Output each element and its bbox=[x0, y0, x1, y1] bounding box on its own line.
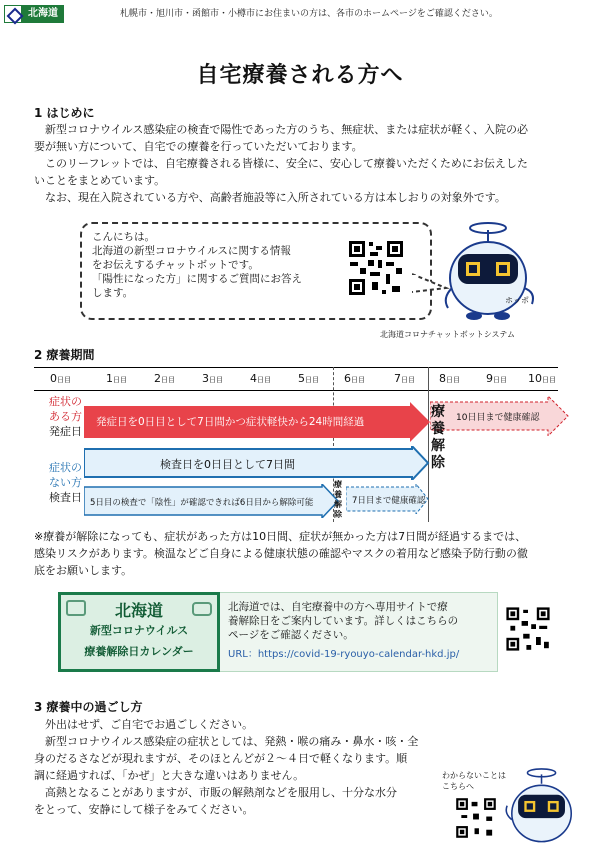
note-line1: ※療養が解除になっても、症状があった方は10日間、症状が無かった方は7日間が経過するまでは、 bbox=[34, 530, 527, 543]
end-label: 療養解除 bbox=[431, 404, 445, 471]
calendar-text-3: ページをご確認ください。 bbox=[228, 629, 354, 641]
logo-text: 北海道 bbox=[22, 5, 64, 23]
nosym-base: 検査日 bbox=[49, 491, 82, 504]
page-title: 自宅療養される方へ bbox=[196, 63, 404, 88]
note-line3: 底をお願いします。 bbox=[34, 564, 133, 577]
chatbot-line4: 「陽性になった方」に関するご質問にお答え bbox=[92, 273, 302, 285]
help-qr-code-icon[interactable] bbox=[454, 796, 498, 840]
schedule-note bbox=[34, 528, 574, 579]
chatbot-system-name: 北海道コロナチャットボットシステム bbox=[380, 330, 515, 339]
chatbot-line1: こんにちは。 bbox=[92, 231, 155, 243]
note-line2: 感染リスクがあります。検温などご自身による健康状態の確認やマスクの着用など感染予防行動の徹 bbox=[34, 547, 528, 560]
hoppo-robot-small-icon bbox=[504, 760, 590, 856]
section1-p1b: 要が無い方について、自宅での療養を行っていただいております。 bbox=[34, 140, 363, 153]
day-header-row bbox=[34, 367, 558, 391]
section1-heading: 1 はじめに bbox=[34, 106, 95, 120]
header-note: 札幌市・旭川市・函館市・小樽市にお住まいの方は、各市のホームページをご確認ください。 bbox=[120, 9, 498, 19]
chatbot-text bbox=[92, 230, 342, 300]
hoppo-robot-icon bbox=[440, 218, 550, 328]
day-3: 3日目 bbox=[202, 372, 223, 385]
after10-text: 10日目まで健康確認 bbox=[456, 413, 540, 423]
section1-p2a: このリーフレットでは、自宅療養される皆様に、安全に、安心して療養いただくためにお伝えした bbox=[45, 157, 528, 170]
section2-heading: 2 療養期間 bbox=[34, 348, 95, 362]
section3-line4: 調に経過すれば、「かぜ」と大きな違いはありません。 bbox=[34, 769, 305, 782]
section3-line2: 新型コロナウイルス感染症の症状としては、発熱・喉の痛み・鼻水・咳・全 bbox=[45, 735, 419, 748]
calendar-url-link[interactable]: URL：https://covid-19-ryouyo-calendar-hkd.jp/ bbox=[228, 649, 460, 660]
section3-line3: 身のだるさなどが現れますが、そのほとんどが２～４日で軽くなります。順 bbox=[34, 752, 408, 765]
after7-text: 7日目まで健康確認 bbox=[352, 496, 426, 506]
calendar-text bbox=[228, 600, 494, 642]
day-7: 7日目 bbox=[394, 372, 415, 385]
day-6: 6日目 bbox=[344, 372, 365, 385]
calendar-title-3: 療養解除日カレンダー bbox=[84, 645, 194, 658]
help-line2: こちらへ bbox=[442, 782, 474, 791]
day-9: 9日目 bbox=[486, 372, 507, 385]
symptom-base: 発症日 bbox=[49, 425, 82, 438]
nosym-label-2: ない方 bbox=[49, 476, 82, 489]
section3-line5: 高熱となることがありますが、市販の解熱剤などを服用し、十分な水分 bbox=[45, 786, 397, 799]
chatbot-line5: します。 bbox=[92, 287, 134, 299]
section1-body bbox=[34, 121, 574, 206]
calendar-text-1: 北海道では、自宅療養中の方へ専用サイトで療 bbox=[228, 601, 448, 613]
day-2: 2日目 bbox=[154, 372, 175, 385]
calendar-qr-code-icon[interactable] bbox=[504, 605, 552, 653]
chatbot-qr-code-icon[interactable] bbox=[346, 238, 406, 298]
nosym-label-1: 症状の bbox=[49, 461, 82, 474]
symptom-arrow-text: 発症日を0日目として7日間かつ症状軽快から24時間経過 bbox=[96, 416, 365, 428]
symptom-label bbox=[38, 394, 82, 424]
calendar-text-2: 養解除日をご案内しています。詳しくはこちらの bbox=[228, 615, 459, 627]
section1-p3: なお、現在入院されている方や、高齢者施設等に入所されている方は本しおりの対象外です。 bbox=[45, 191, 506, 204]
section3-body bbox=[34, 716, 434, 818]
day-1: 1日目 bbox=[106, 372, 127, 385]
chatbot-line3: をお伝えするチャットボットです。 bbox=[92, 259, 259, 271]
test-arrow-text: 5日目の検査で「陰性」が確認できれば6日目から解除可能 bbox=[90, 498, 314, 508]
section3-heading: 3 療養中の過ごし方 bbox=[34, 700, 143, 714]
day-5: 5日目 bbox=[298, 372, 319, 385]
nosym-label bbox=[38, 460, 82, 490]
calendar-title-1: 北海道 bbox=[114, 601, 163, 620]
section3-line1: 外出はせず、ご自宅でお過ごしください。 bbox=[45, 718, 254, 731]
nosym-arrow-text: 検査日を0日目として7日間 bbox=[160, 458, 295, 471]
end-small-label: 療養解除 bbox=[334, 480, 342, 519]
section3-line6: をとって、安静にして様子をみてください。 bbox=[34, 803, 254, 816]
hokkaido-logo bbox=[4, 4, 88, 24]
help-line1: わからないことは bbox=[442, 771, 506, 780]
calendar-title-2: 新型コロナウイルス bbox=[89, 624, 189, 637]
day-4: 4日目 bbox=[250, 372, 271, 385]
robot-name: ホッポ bbox=[505, 296, 529, 305]
day-0: 0日目 bbox=[50, 372, 71, 385]
chatbot-line2: 北海道の新型コロナウイルスに関する情報 bbox=[92, 245, 291, 257]
day-10: 10日目 bbox=[528, 372, 556, 385]
symptom-label-2: ある方 bbox=[49, 410, 82, 423]
section1-p1a: 新型コロナウイルス感染症の検査で陽性であった方のうち、無症状、または症状が軽く、入院の必 bbox=[45, 123, 529, 136]
symptom-label-1: 症状の bbox=[49, 395, 82, 408]
section1-p2b: いことをまとめています。 bbox=[34, 174, 166, 187]
hokkaido-emblem-icon bbox=[4, 5, 22, 23]
day-8: 8日目 bbox=[439, 372, 460, 385]
